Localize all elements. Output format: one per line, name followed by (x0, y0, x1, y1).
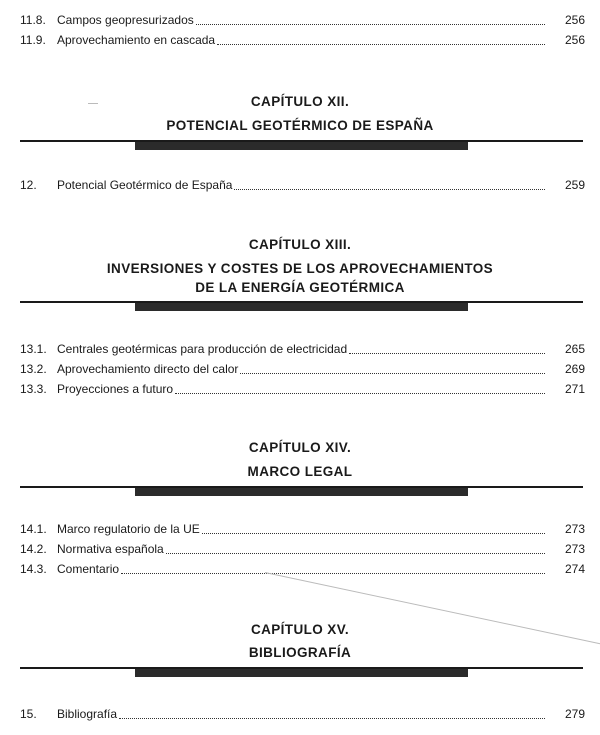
toc-section-xv (20, 704, 585, 724)
dot-leader (119, 704, 545, 719)
entry-title: Proyecciones a futuro (57, 382, 174, 396)
chapter-label: CAPÍTULO XIII. (248, 237, 352, 252)
toc-entry[interactable] (20, 539, 585, 559)
toc-entry[interactable] (20, 559, 585, 579)
chapter-rule-bar (135, 669, 468, 677)
entry-title: Aprovechamiento directo del calor (57, 362, 239, 376)
entry-page: 279 (564, 707, 585, 721)
toc-entry[interactable] (20, 30, 585, 50)
entry-page: 259 (564, 178, 585, 192)
dot-leader (166, 539, 545, 554)
entry-number: 11.9. (20, 33, 46, 47)
entry-page: 274 (564, 562, 585, 576)
entry-page: 269 (564, 362, 585, 376)
toc-entry[interactable] (20, 175, 585, 195)
chapter-rule-bar (135, 142, 468, 150)
toc-entry[interactable] (20, 359, 585, 379)
entry-page: 273 (564, 522, 585, 536)
entry-number: 15. (20, 707, 37, 721)
entry-number: 14.2. (20, 542, 47, 556)
chapter-label: CAPÍTULO XII. (250, 94, 350, 109)
toc-section-xiv (20, 519, 585, 579)
chapter-title-line-2: DE LA ENERGÍA GEOTÉRMICA (195, 280, 405, 295)
dot-leader (240, 359, 545, 374)
entry-number: 12. (20, 178, 37, 192)
chapter-rule-bar (135, 488, 468, 496)
toc-section-xiii (20, 339, 585, 399)
entry-page: 256 (564, 33, 585, 47)
toc-section-xi-tail (20, 10, 585, 50)
entry-title: Centrales geotérmicas para producción de electricidad (57, 342, 348, 356)
dot-leader (121, 559, 545, 574)
entry-page: 265 (564, 342, 585, 356)
chapter-title: BIBLIOGRAFÍA (248, 645, 352, 660)
toc-entry[interactable] (20, 379, 585, 399)
entry-title: Normativa española (57, 542, 164, 556)
entry-title: Potencial Geotérmico de España (57, 178, 233, 192)
entry-number: 13.3. (20, 382, 47, 396)
toc-entry[interactable] (20, 339, 585, 359)
chapter-label: CAPÍTULO XV. (250, 622, 350, 637)
entry-number: 13.2. (20, 362, 47, 376)
entry-title: Campos geopresurizados (57, 13, 194, 27)
toc-entry[interactable] (20, 704, 585, 724)
dot-leader (349, 339, 545, 354)
toc-section-xii (20, 175, 585, 195)
dot-leader (175, 379, 545, 394)
entry-page: 271 (564, 382, 585, 396)
dot-leader (196, 10, 545, 25)
dot-leader (217, 30, 545, 45)
entry-number: 14.1. (20, 522, 47, 536)
entry-number: 13.1. (20, 342, 47, 356)
entry-title: Comentario (57, 562, 120, 576)
entry-title: Bibliografía (57, 707, 118, 721)
entry-number: 14.3. (20, 562, 47, 576)
chapter-title: INVERSIONES Y COSTES DE LOS APROVECHAMIENTOS (106, 261, 494, 276)
toc-entry[interactable] (20, 10, 585, 30)
scan-artifact-dot (88, 103, 98, 104)
entry-page: 273 (564, 542, 585, 556)
chapter-title: MARCO LEGAL (247, 464, 353, 479)
chapter-label: CAPÍTULO XIV. (248, 440, 352, 455)
chapter-title: POTENCIAL GEOTÉRMICO DE ESPAÑA (166, 118, 434, 133)
entry-title: Marco regulatorio de la UE (57, 522, 200, 536)
entry-number: 11.8. (20, 13, 46, 27)
dot-leader (234, 175, 545, 190)
dot-leader (202, 519, 545, 534)
entry-page: 256 (564, 13, 585, 27)
toc-entry[interactable] (20, 519, 585, 539)
chapter-rule-bar (135, 303, 468, 311)
entry-title: Aprovechamiento en cascada (57, 33, 216, 47)
